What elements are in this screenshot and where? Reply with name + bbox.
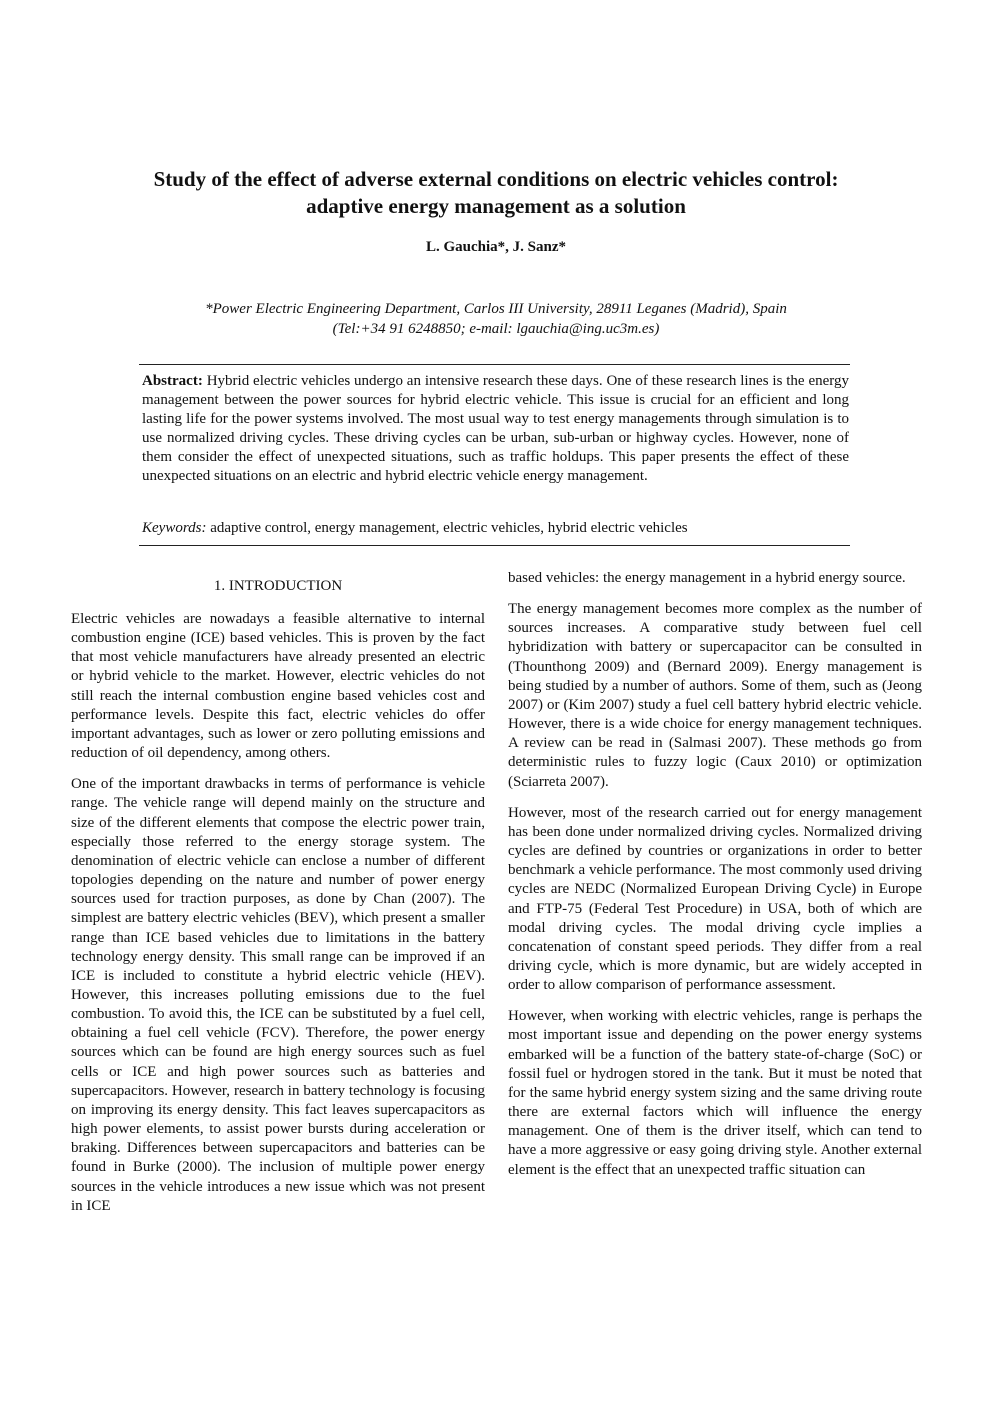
right-column xyxy=(508,569,922,1192)
abstract-label: Abstract: xyxy=(142,373,203,389)
abstract-bottom-rule xyxy=(139,545,850,546)
abstract xyxy=(142,372,849,487)
affiliation-line-2: (Tel:+34 91 6248850; e-mail: lgauchia@ing.uc3m.es) xyxy=(332,321,660,337)
keywords xyxy=(142,519,849,538)
left-column xyxy=(71,577,485,1228)
keywords-label: Keywords: xyxy=(142,520,207,536)
keywords-text: adaptive control, energy management, electric vehicles, hybrid electric vehicles xyxy=(206,520,688,536)
paragraph: The energy management becomes more complex as the number of sources increases. A comparative study between fuel cell hybridization with battery or supercapacitor can be consulted in (Thounthong 2009) and (Bernard 2009). Energy management is being studied by a number of authors. Some of them, such as (Jeong 2007) or (Kim 2007) study a fuel cell battery hybrid electric vehicle. However, there is a wide choice for energy management techniques. A review can be read in (Salmasi 2007). These methods go from deterministic rules to fuzzy logic (Caux 2010) or optimization (Sciarreta 2007). xyxy=(508,601,922,790)
paragraph: One of the important drawbacks in terms of performance is vehicle range. The vehicle range will depend mainly on the structure and size of the different elements that compose the electric power train, especially those referred to the energy storage system. The denomination of electric vehicle can enclose a number of different topologies depending on the nature and number of power energy sources used for traction purposes, as done by Chan (2007). The simplest are battery electric vehicles (BEV), which present a smaller range than ICE based vehicles due to limitations in the battery technology energy density. This small range can be improved if an ICE is included to constitute a hybrid electric vehicle (HEV). However, this increases polluting emissions due to the fuel combustion. To avoid this, the ICE can be substituted by a fuel cell, obtaining a fuel cell vehicle (FCV). Therefore, the power energy sources which can be found are high energy sources such as fuel cells or ICE and high power sources such as batteries and supercapacitors. However, research in battery technology is focusing on improving its energy density. This fact leaves supercapacitors as high power elements, to assist power bursts during acceleration or braking. Differences between supercapacitors and batteries can be found in Burke (2000). The inclusion of multiple power energy sources in the vehicle introduces a new issue which was not present in ICE xyxy=(71,776,485,1214)
abstract-text: Hybrid electric vehicles undergo an intensive research these days. One of these research lines is the energy management between the power sources for hybrid electric vehicle. This issue is crucial for an efficient and long lasting life for the power systems involved. The most usual way to test energy managements through simulation is to use normalized driving cycles. These driving cycles can be urban, sub-urban or highway cycles. However, none of them consider the effect of unexpected situations, such as traffic holdups. This paper presents the effect of these unexpected situations on an electric and hybrid electric vehicle energy management. xyxy=(142,373,849,485)
paragraph: However, when working with electric vehicles, range is perhaps the most important issue and depending on the power energy systems embarked will be a function of the battery state-of-charge (SoC) or fossil fuel or hydrogen stored in the tank. But it must be noted that for the same hybrid energy system sizing and the same driving route there are external factors which will influence the energy management. One of them is the driver itself, which can tend to have a more aggressive or easy going driving style. Another external element is the effect that an unexpected traffic situation can xyxy=(508,1008,922,1178)
abstract-top-rule xyxy=(139,364,850,365)
paragraph: Electric vehicles are nowadays a feasible alternative to internal combustion engine (ICE) based vehicles. This is proven by the fact that most vehicle manufacturers have already presented an electric or hybrid vehicle to the market. However, electric vehicles do not still reach the internal combustion engine based vehicles cost and performance levels. Despite this fact, electric vehicles do offer important advantages, such as lower or zero polluting emissions and reduction of oil dependency, among others. xyxy=(71,611,485,762)
affiliation-line-1: *Power Electric Engineering Department, Carlos III University, 28911 Leganes (Madrid), Spain xyxy=(205,301,787,317)
paragraph: However, most of the research carried out for energy management has been done under normalized driving cycles. Normalized driving cycles are defined by countries or organizations in order to better benchmark a vehicle performance. The most commonly used driving cycles are NEDC (Normalized European Driving Cycle) in Europe and FTP-75 (Federal Test Procedure) in USA, both of which are modal driving cycles. The modal driving cycle implies a concatenation of constant speed periods. They differ from a real driving cycle, which is more dynamic, but are widely accepted in order to allow comparison of performance assessment. xyxy=(508,804,922,994)
title-line-1: Study of the effect of adverse external conditions on electric vehicles control: xyxy=(153,167,839,191)
authors: L. Gauchia*, J. Sanz* xyxy=(425,239,567,255)
title-line-2: adaptive energy management as a solution xyxy=(306,194,686,218)
section-heading: 1. INTRODUCTION xyxy=(213,578,343,594)
affiliation xyxy=(60,299,932,339)
paper-title xyxy=(60,166,932,220)
paragraph: based vehicles: the energy management in a hybrid energy source. xyxy=(508,570,906,586)
